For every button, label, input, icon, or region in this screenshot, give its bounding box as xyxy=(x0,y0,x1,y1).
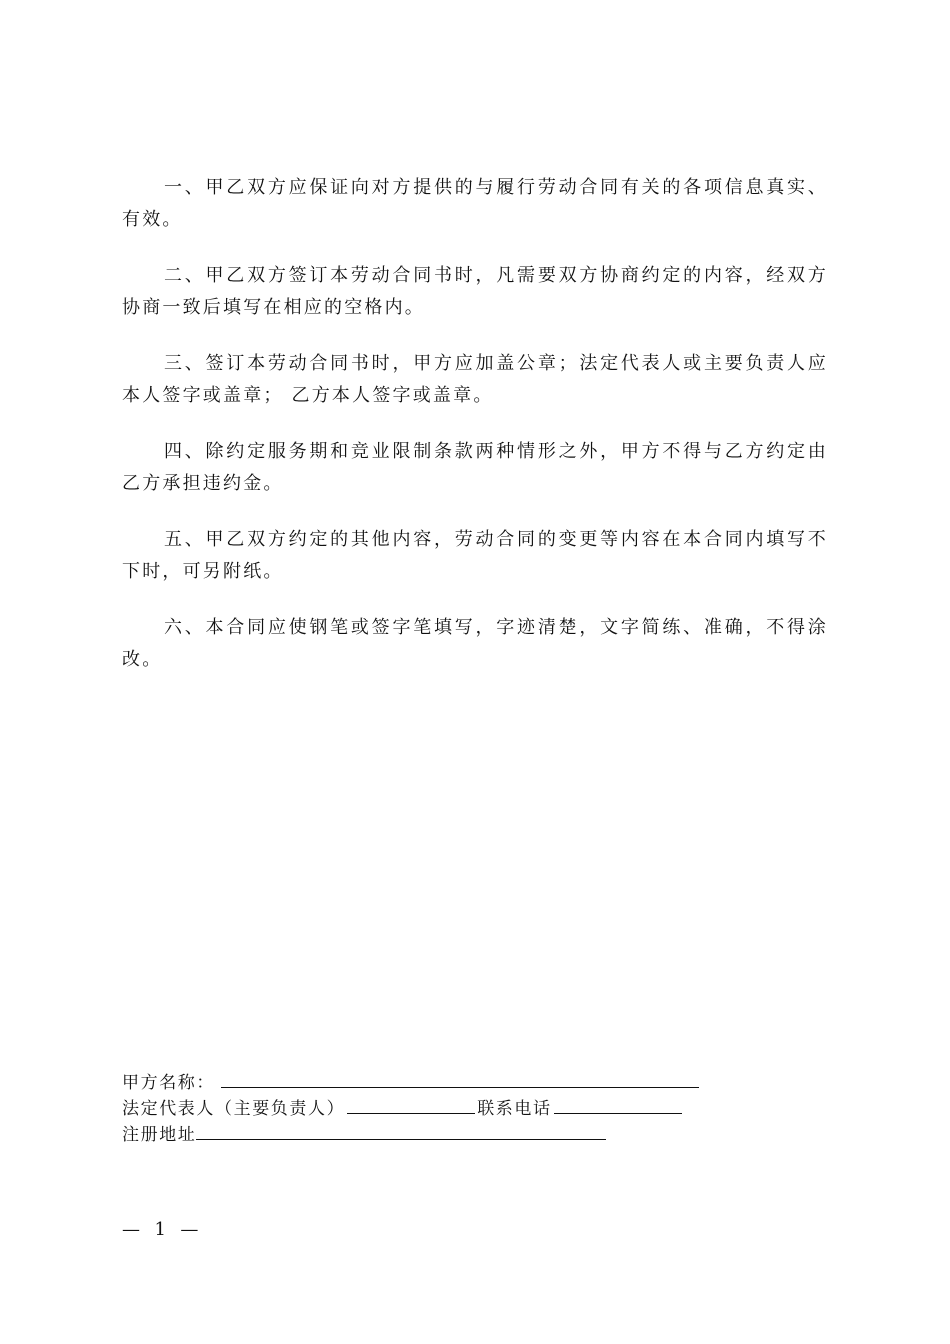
legal-rep-field[interactable] xyxy=(347,1095,475,1114)
page-number: — 1 — xyxy=(122,1219,200,1240)
paragraph-5: 五、甲乙双方约定的其他内容，劳动合同的变更等内容在本合同内填写不下时，可另附纸。 xyxy=(122,529,828,582)
paragraph-4: 四、除约定服务期和竞业限制条款两种情形之外，甲方不得与乙方约定由乙方承担违约金。 xyxy=(122,441,828,494)
phone-label: 联系电话 xyxy=(477,1099,552,1119)
party-a-name-field[interactable] xyxy=(221,1069,699,1088)
phone-field[interactable] xyxy=(554,1095,682,1114)
instructions-section xyxy=(122,172,828,676)
paragraph-3: 三、签订本劳动合同书时，甲方应加盖公章；法定代表人或主要负责人应本人签字或盖章； 乙方本人签字或盖章。 xyxy=(122,353,828,406)
party-a-name-row xyxy=(122,1069,742,1095)
address-label: 注册地址 xyxy=(122,1125,197,1145)
paragraph-6: 六、本合同应使钢笔或签字笔填写，字迹清楚，文字简练、准确，不得涂改。 xyxy=(122,617,828,670)
paragraph-1: 一、甲乙双方应保证向对方提供的与履行劳动合同有关的各项信息真实、有效。 xyxy=(122,177,828,230)
legal-rep-row xyxy=(122,1095,742,1121)
paragraph-2: 二、甲乙双方签订本劳动合同书时，凡需要双方协商约定的内容，经双方协商一致后填写在相应的空格内。 xyxy=(122,265,828,318)
address-row xyxy=(122,1121,742,1147)
signature-block xyxy=(122,1069,742,1147)
address-field[interactable] xyxy=(196,1121,606,1140)
legal-rep-label: 法定代表人（主要负责人） xyxy=(122,1099,346,1119)
party-a-name-label: 甲方名称： xyxy=(122,1073,215,1093)
